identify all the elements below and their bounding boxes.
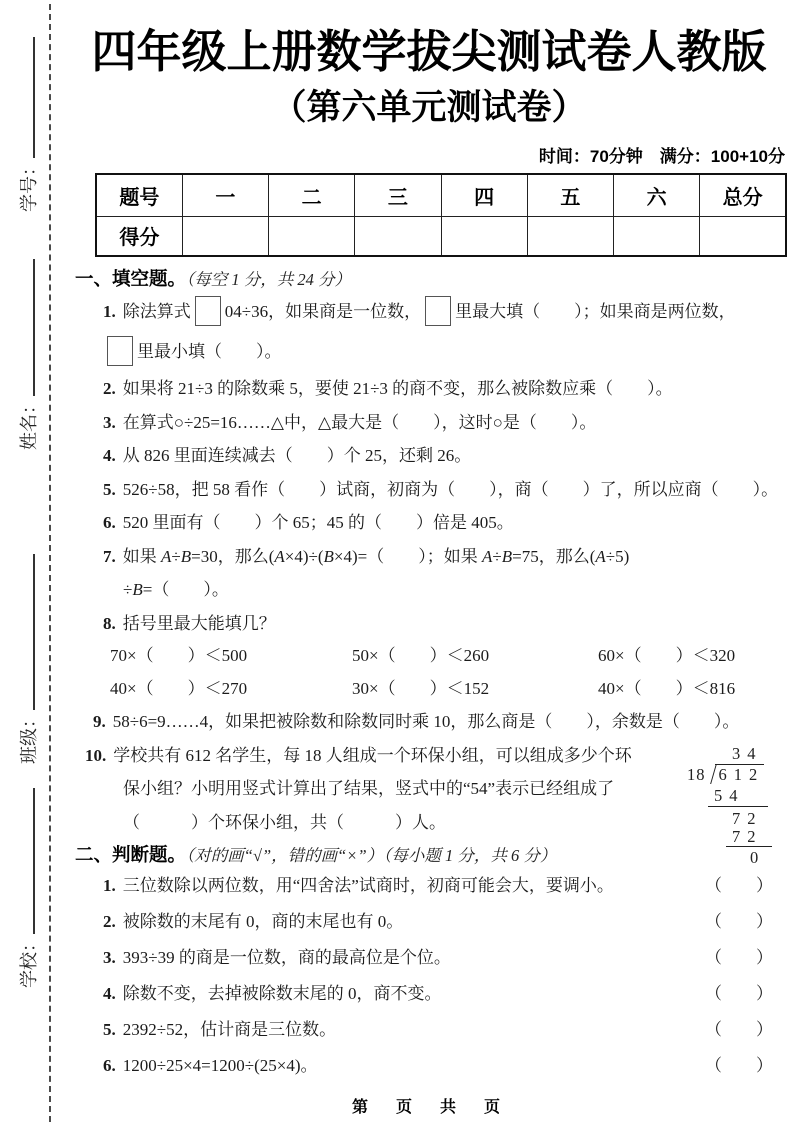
question-9 <box>75 705 781 739</box>
judgement-item-2 <box>75 904 781 940</box>
score-cell <box>355 216 441 256</box>
score-header-cell: 六 <box>614 174 700 216</box>
answer-box <box>195 296 221 326</box>
score-row-label: 得分 <box>96 216 182 256</box>
question-10-line3 <box>75 806 781 840</box>
question-text: 里最大填（ ）；如果商是两位数， <box>455 302 736 321</box>
answer-blank: （ ） <box>705 876 773 895</box>
judgement-item-1 <box>75 868 781 904</box>
score-cell <box>441 216 527 256</box>
long-division-subtrahend-2: 72 <box>732 827 763 846</box>
answer-blank: （ ） <box>705 948 773 967</box>
section2-note: （对的画“√”，错的画“×”）（每小题 1 分，共 6 分） <box>186 846 557 865</box>
answer-box <box>425 296 451 326</box>
score-header-cell: 二 <box>269 174 355 216</box>
question-text: 除数不变，去掉被除数末尾的 0，商不变。 <box>122 984 442 1003</box>
judgement-item-6 <box>75 1048 781 1084</box>
question-number: 1. <box>103 876 116 895</box>
question-1-line1 <box>75 292 781 332</box>
score-header-cell: 总分 <box>700 174 786 216</box>
long-division-subtrahend-1: 54 <box>714 786 745 805</box>
section2-title: 二、判断题。 <box>75 844 187 865</box>
question-10 <box>75 739 781 840</box>
answer-blank: （ ） <box>705 1056 773 1075</box>
question-number: 5. <box>103 479 116 499</box>
judgement-item-4 <box>75 976 781 1012</box>
long-division-dividend: 612 <box>715 764 765 784</box>
section1-heading <box>75 267 780 292</box>
question-7 <box>75 540 781 607</box>
question-number: 7. <box>103 546 116 566</box>
question-text: 从 826 里面连续减去（ ）个 25，还剩 26。 <box>122 446 472 465</box>
page-footer: 第 页 共 页 <box>351 1099 506 1116</box>
question-number: 4. <box>103 984 116 1003</box>
long-division-diagram <box>687 744 787 867</box>
score-cell <box>527 216 613 256</box>
question-text: 除法算式 <box>122 302 191 321</box>
question-text: 04÷36，如果商是一位数， <box>224 302 422 321</box>
question-text: 如果 A÷B=30，那么(A×4)÷(B×4)=（ ）；如果 A÷B=75，那么(A÷5) <box>122 546 630 566</box>
school-label: 学校： <box>19 934 39 988</box>
section1-title: 一、填空题。 <box>75 268 187 289</box>
question-2 <box>75 372 781 406</box>
question-text: ÷B=（ ）。 <box>123 580 229 599</box>
question-number: 8. <box>103 613 116 633</box>
question-number: 9. <box>93 712 106 731</box>
question-number: 3. <box>103 948 116 967</box>
question-text: 学校共有 612 名学生，每 18 人组成一个环保小组，可以组成多少个环 <box>113 745 632 765</box>
score-header-cell: 五 <box>527 174 613 216</box>
question-8 <box>75 607 781 706</box>
score-cell <box>182 216 268 256</box>
question-5 <box>75 473 781 507</box>
question-number: 10. <box>85 745 107 765</box>
score-header-cell: 四 <box>441 174 527 216</box>
score-cell <box>614 216 700 256</box>
long-division-main-row <box>687 764 764 785</box>
page-subtitle: （第六单元测试卷） <box>271 88 587 127</box>
class-label: 班级： <box>19 710 39 764</box>
question-text: 520 里面有（ ）个 65；45 的（ ）倍是 405。 <box>122 513 514 532</box>
long-division-quotient: 34 <box>732 744 763 763</box>
score-header-cell: 三 <box>355 174 441 216</box>
score-cell <box>269 216 355 256</box>
question-6 <box>75 506 781 540</box>
score-table <box>95 173 787 257</box>
section2-heading <box>75 843 780 868</box>
question-number: 5. <box>103 1020 116 1039</box>
exam-meta: 时间：70分钟 满分：100+10分 <box>538 147 785 166</box>
section1-note: （每空 1 分，共 24 分） <box>186 270 352 289</box>
page-title: 四年级上册数学拔尖测试卷人教版 <box>91 26 767 77</box>
score-cell <box>700 216 786 256</box>
question-text: 如果将 21÷3 的除数乘 5，要使 21÷3 的商不变，那么被除数应乘（ ）。 <box>122 379 673 398</box>
question-text: 保小组？小明用竖式计算出了结果，竖式中的“54”表示已经组成了 <box>123 779 615 798</box>
question-text: 三位数除以两位数，用“四舍法”试商时，初商可能会大，要调小。 <box>122 876 614 895</box>
long-division-divisor: 18 <box>687 765 706 784</box>
score-table-score-row <box>96 216 786 256</box>
name-label: 姓名： <box>19 396 39 450</box>
question-1 <box>75 292 781 372</box>
inequality-expression: 30×（ ）＜152 <box>352 678 490 698</box>
question-4 <box>75 439 781 473</box>
inequality-expression: 60×（ ）＜320 <box>598 646 736 665</box>
question-8-expressions <box>75 640 781 705</box>
student-id-label: 学号： <box>19 158 39 212</box>
long-division-rule-1 <box>708 806 768 807</box>
question-number: 1. <box>103 302 116 321</box>
question-number: 2. <box>103 912 116 931</box>
judgement-item-3 <box>75 940 781 976</box>
question-text: 被除数的末尾有 0，商的末尾也有 0。 <box>122 912 404 931</box>
long-division-final-remainder: 0 <box>750 848 766 867</box>
question-1-line2 <box>75 332 781 372</box>
answer-blank: （ ） <box>705 984 773 1003</box>
question-number: 6. <box>103 513 116 532</box>
answer-blank: （ ） <box>705 1020 773 1039</box>
question-text: 1200÷25×4=1200÷(25×4)。 <box>122 1056 318 1075</box>
answer-blank: （ ） <box>705 912 773 931</box>
question-text: 在算式○÷25=16……△中，△最大是（ ），这时○是（ ）。 <box>122 412 597 432</box>
inequality-expression: 40×（ ）＜816 <box>598 678 736 698</box>
question-text: 里最小填（ ）。 <box>137 342 282 361</box>
question-number: 3. <box>103 412 116 432</box>
question-text: （ ）个环保小组，共（ ）人。 <box>123 812 446 832</box>
question-number: 4. <box>103 446 116 465</box>
inequality-expression: 40×（ ）＜270 <box>110 678 248 698</box>
score-header-cell: 题号 <box>96 174 182 216</box>
question-number: 6. <box>103 1056 116 1075</box>
question-text: 526÷58，把 58 看作（ ）试商，初商为（ ），商（ ）了，所以应商（ ）。 <box>122 479 779 499</box>
question-text: 2392÷52，估计商是三位数。 <box>122 1020 337 1039</box>
question-7-line2 <box>75 573 781 607</box>
long-division-remainder-row: 72 <box>732 809 763 828</box>
question-text: 括号里最大能填几？ <box>122 613 276 633</box>
score-table-header-row <box>96 174 786 216</box>
question-text: 393÷39 的商是一位数，商的最高位是个位。 <box>122 948 451 967</box>
long-division-rule-2 <box>726 846 772 847</box>
question-number: 2. <box>103 379 116 398</box>
inequality-expression: 50×（ ）＜260 <box>352 646 490 665</box>
judgement-item-5 <box>75 1012 781 1048</box>
question-10-line2 <box>75 772 781 806</box>
score-header-cell: 一 <box>182 174 268 216</box>
inequality-expression: 70×（ ）＜500 <box>110 646 248 665</box>
answer-box <box>107 336 133 366</box>
question-text: 58÷6=9……4，如果把被除数和除数同时乘 10，那么商是（ ），余数是（ ）。 <box>112 712 740 731</box>
question-3 <box>75 406 781 440</box>
